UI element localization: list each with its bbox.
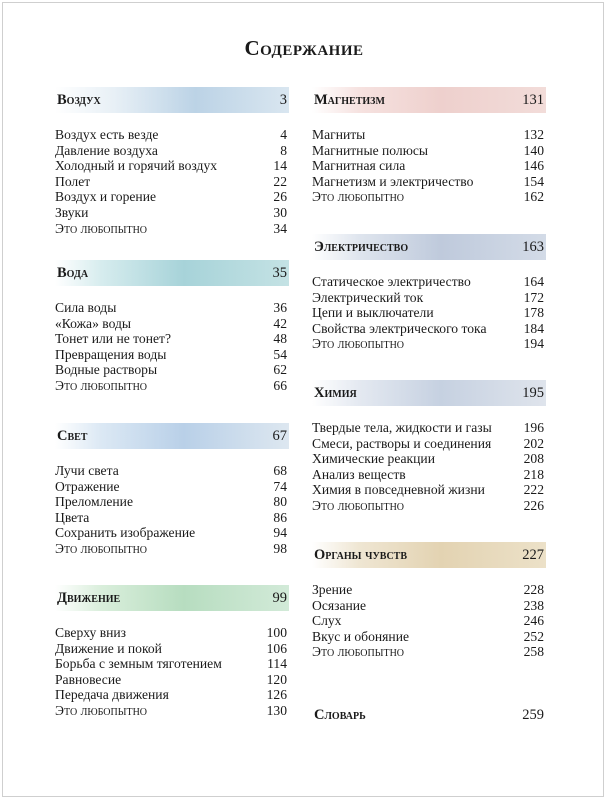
section-page-number: 3: [279, 91, 287, 108]
entry-label: Магнитные полюсы: [312, 142, 429, 158]
toc-entry[interactable]: [55, 316, 289, 332]
page-title: Содержание: [244, 36, 364, 60]
entry-page-number: 98: [273, 540, 287, 556]
entry-label: Зрение: [312, 582, 353, 597]
section-banner[interactable]: [312, 542, 546, 568]
entry-label: Полет: [55, 173, 91, 189]
section-page-number: 35: [272, 264, 287, 281]
entry-label: Смеси, растворы и соединения: [312, 435, 492, 451]
section-page-number: 99: [272, 589, 287, 606]
section-page-number: 259: [522, 706, 544, 723]
toc-entry[interactable]: [55, 300, 289, 316]
toc-entry[interactable]: [312, 598, 546, 614]
section-banner[interactable]: [312, 87, 546, 113]
section-title: Магнетизм: [314, 91, 385, 108]
toc-entry[interactable]: [312, 274, 546, 290]
section-title: Свет: [57, 427, 88, 444]
entry-label: Твердые тела, жидкости и газы: [312, 420, 492, 435]
entry-label: Водные растворы: [55, 362, 158, 378]
entry-page-number: 22: [273, 173, 287, 189]
entry-page-number: 252: [523, 628, 544, 644]
entry-label: Давление воздуха: [55, 142, 158, 158]
entry-page-number: 74: [273, 478, 287, 494]
entry-label: Это любопытно: [55, 220, 148, 236]
entry-list: [312, 127, 546, 205]
entry-page-number: 48: [273, 331, 287, 347]
entry-page-number: 94: [273, 525, 287, 541]
entry-label: Это любопытно: [55, 702, 148, 718]
entry-page-number: 194: [523, 336, 544, 352]
entry-page-number: 8: [280, 142, 287, 158]
entry-page-number: 222: [523, 482, 544, 498]
toc-entry[interactable]: [312, 189, 546, 205]
section-title: Словарь: [314, 706, 366, 723]
section-page-number: 163: [522, 238, 544, 255]
toc-entry[interactable]: [55, 687, 289, 703]
entry-list: [55, 300, 289, 394]
toc-entry[interactable]: [312, 336, 546, 352]
entry-page-number: 34: [273, 220, 287, 236]
toc-entry[interactable]: [55, 541, 289, 557]
toc-entry[interactable]: [312, 143, 546, 159]
entry-label: Сверху вниз: [55, 625, 127, 640]
toc-entry[interactable]: [312, 467, 546, 483]
entry-page-number: 238: [523, 597, 544, 613]
toc-section: [312, 542, 546, 660]
section-title: Воздух: [57, 91, 101, 108]
section-banner[interactable]: [312, 234, 546, 260]
entry-label: Слух: [312, 613, 342, 629]
entry-label: Лучи света: [55, 463, 119, 478]
section-title: Вода: [57, 264, 89, 281]
toc-entry[interactable]: [55, 143, 289, 159]
entry-list: [312, 274, 546, 352]
entry-label: Сохранить изображение: [55, 525, 196, 541]
entry-label: Осязание: [312, 597, 367, 613]
entry-list: [55, 127, 289, 236]
entry-label: Статическое электричество: [312, 274, 471, 289]
entry-page-number: 106: [266, 640, 287, 656]
entry-list: [312, 582, 546, 660]
entry-label: Это любопытно: [312, 497, 405, 513]
section-page-number: 67: [272, 427, 287, 444]
entry-label: Это любопытно: [55, 377, 148, 393]
entry-label: Магнетизм и электричество: [312, 173, 474, 189]
toc-section: [312, 702, 546, 728]
toc-entry[interactable]: [55, 494, 289, 510]
toc-entry[interactable]: [55, 378, 289, 394]
entry-label: Воздух и горение: [55, 189, 157, 205]
entry-page-number: 14: [273, 158, 287, 174]
toc-entry[interactable]: [312, 305, 546, 321]
entry-page-number: 80: [273, 494, 287, 510]
toc-entry[interactable]: [312, 451, 546, 467]
entry-page-number: 246: [523, 613, 544, 629]
toc-entry[interactable]: [55, 174, 289, 190]
entry-label: Вкус и обоняние: [312, 628, 410, 644]
toc-section: [55, 87, 289, 236]
toc-section: [55, 260, 289, 394]
entry-page-number: 154: [523, 173, 544, 189]
section-page-number: 227: [522, 546, 544, 563]
toc-entry[interactable]: [55, 510, 289, 526]
toc-entry[interactable]: [55, 525, 289, 541]
entry-label: Борьба с земным тяготением: [55, 656, 222, 672]
entry-list: [55, 625, 289, 719]
entry-label: Это любопытно: [55, 540, 148, 556]
entry-label: Цепи и выключатели: [312, 305, 434, 321]
entry-page-number: 258: [523, 644, 544, 660]
entry-page-number: 202: [523, 435, 544, 451]
entry-label: Электрический ток: [312, 289, 424, 305]
entry-page-number: 86: [273, 509, 287, 525]
entry-page-number: 26: [273, 189, 287, 205]
toc-entry[interactable]: [312, 582, 546, 598]
section-banner[interactable]: [312, 702, 546, 728]
entry-page-number: 208: [523, 451, 544, 467]
entry-label: Химия в повседневной жизни: [312, 482, 485, 498]
toc-entry[interactable]: [55, 625, 289, 641]
entry-label: Тонет или не тонет?: [55, 331, 172, 347]
toc-entry[interactable]: [55, 641, 289, 657]
entry-page-number: 146: [523, 158, 544, 174]
entry-page-number: 226: [523, 497, 544, 513]
toc-entry[interactable]: [312, 644, 546, 660]
entry-label: Магниты: [312, 127, 366, 142]
entry-label: Анализ веществ: [312, 466, 406, 482]
toc-section: [312, 234, 546, 352]
entry-label: Звуки: [55, 204, 89, 220]
entry-page-number: 4: [280, 127, 287, 142]
toc-entry[interactable]: [312, 420, 546, 436]
section-banner[interactable]: [55, 87, 289, 113]
entry-label: Отражение: [55, 478, 120, 494]
toc-entry[interactable]: [55, 158, 289, 174]
entry-label: Это любопытно: [312, 189, 405, 205]
toc-entry[interactable]: [312, 127, 546, 143]
entry-page-number: 162: [523, 189, 544, 205]
toc-entry[interactable]: [312, 158, 546, 174]
entry-page-number: 184: [523, 320, 544, 336]
entry-list: [312, 420, 546, 514]
entry-list: [55, 463, 289, 557]
toc-entry[interactable]: [55, 703, 289, 719]
entry-page-number: 130: [266, 702, 287, 718]
toc-entry[interactable]: [312, 321, 546, 337]
entry-page-number: 36: [273, 300, 287, 315]
toc-entry[interactable]: [312, 436, 546, 452]
toc-entry[interactable]: [55, 331, 289, 347]
toc-entry[interactable]: [312, 629, 546, 645]
entry-label: Это любопытно: [312, 644, 405, 660]
section-title: Органы чувств: [314, 546, 408, 563]
entry-page-number: 140: [523, 142, 544, 158]
section-title: Движение: [57, 589, 121, 606]
toc-entry[interactable]: [55, 347, 289, 363]
entry-label: Холодный и горячий воздух: [55, 158, 218, 174]
toc-entry[interactable]: [312, 290, 546, 306]
entry-page-number: 54: [273, 346, 287, 362]
entry-page-number: 196: [523, 420, 544, 435]
toc-entry[interactable]: [55, 189, 289, 205]
entry-page-number: 30: [273, 204, 287, 220]
toc-section: [312, 87, 546, 205]
entry-label: Воздух есть везде: [55, 127, 159, 142]
entry-label: Сила воды: [55, 300, 117, 315]
toc-entry[interactable]: [55, 672, 289, 688]
entry-page-number: 114: [267, 656, 287, 672]
entry-page-number: 178: [523, 305, 544, 321]
toc-entry[interactable]: [55, 479, 289, 495]
entry-label: Химические реакции: [312, 451, 435, 467]
toc-entry[interactable]: [55, 127, 289, 143]
entry-page-number: 132: [523, 127, 544, 142]
section-banner[interactable]: [312, 380, 546, 406]
entry-label: Передача движения: [55, 687, 169, 703]
entry-page-number: 100: [266, 625, 287, 640]
entry-label: Свойства электрического тока: [312, 320, 487, 336]
section-page-number: 131: [522, 91, 544, 108]
toc-section: [55, 423, 289, 557]
toc-entry[interactable]: [55, 656, 289, 672]
toc-section: [312, 380, 546, 514]
entry-label: Движение и покой: [55, 640, 162, 656]
section-title: Электричество: [314, 238, 409, 255]
toc-entry[interactable]: [55, 362, 289, 378]
entry-page-number: 42: [273, 315, 287, 331]
entry-page-number: 66: [273, 377, 287, 393]
entry-page-number: 126: [266, 687, 287, 703]
section-page-number: 195: [522, 384, 544, 401]
toc-entry[interactable]: [312, 174, 546, 190]
entry-label: Преломление: [55, 494, 133, 510]
section-banner[interactable]: [55, 423, 289, 449]
entry-page-number: 68: [273, 463, 287, 478]
toc-entry[interactable]: [55, 463, 289, 479]
entry-page-number: 172: [523, 289, 544, 305]
toc-entry[interactable]: [55, 205, 289, 221]
toc-entry[interactable]: [55, 221, 289, 237]
toc-entry[interactable]: [312, 498, 546, 514]
entry-label: Цвета: [55, 509, 90, 525]
toc-entry[interactable]: [312, 482, 546, 498]
entry-page-number: 120: [266, 671, 287, 687]
entry-label: «Кожа» воды: [55, 315, 132, 331]
entry-label: Магнитная сила: [312, 158, 406, 174]
entry-label: Равновесие: [55, 671, 122, 687]
toc-entry[interactable]: [312, 613, 546, 629]
section-banner[interactable]: [55, 260, 289, 286]
entry-label: Превращения воды: [55, 346, 167, 362]
entry-page-number: 228: [523, 582, 544, 597]
entry-page-number: 164: [523, 274, 544, 289]
entry-page-number: 62: [273, 362, 287, 378]
section-banner[interactable]: [55, 585, 289, 611]
toc-section: [55, 585, 289, 719]
entry-label: Это любопытно: [312, 336, 405, 352]
entry-page-number: 218: [523, 466, 544, 482]
section-title: Химия: [314, 384, 357, 401]
